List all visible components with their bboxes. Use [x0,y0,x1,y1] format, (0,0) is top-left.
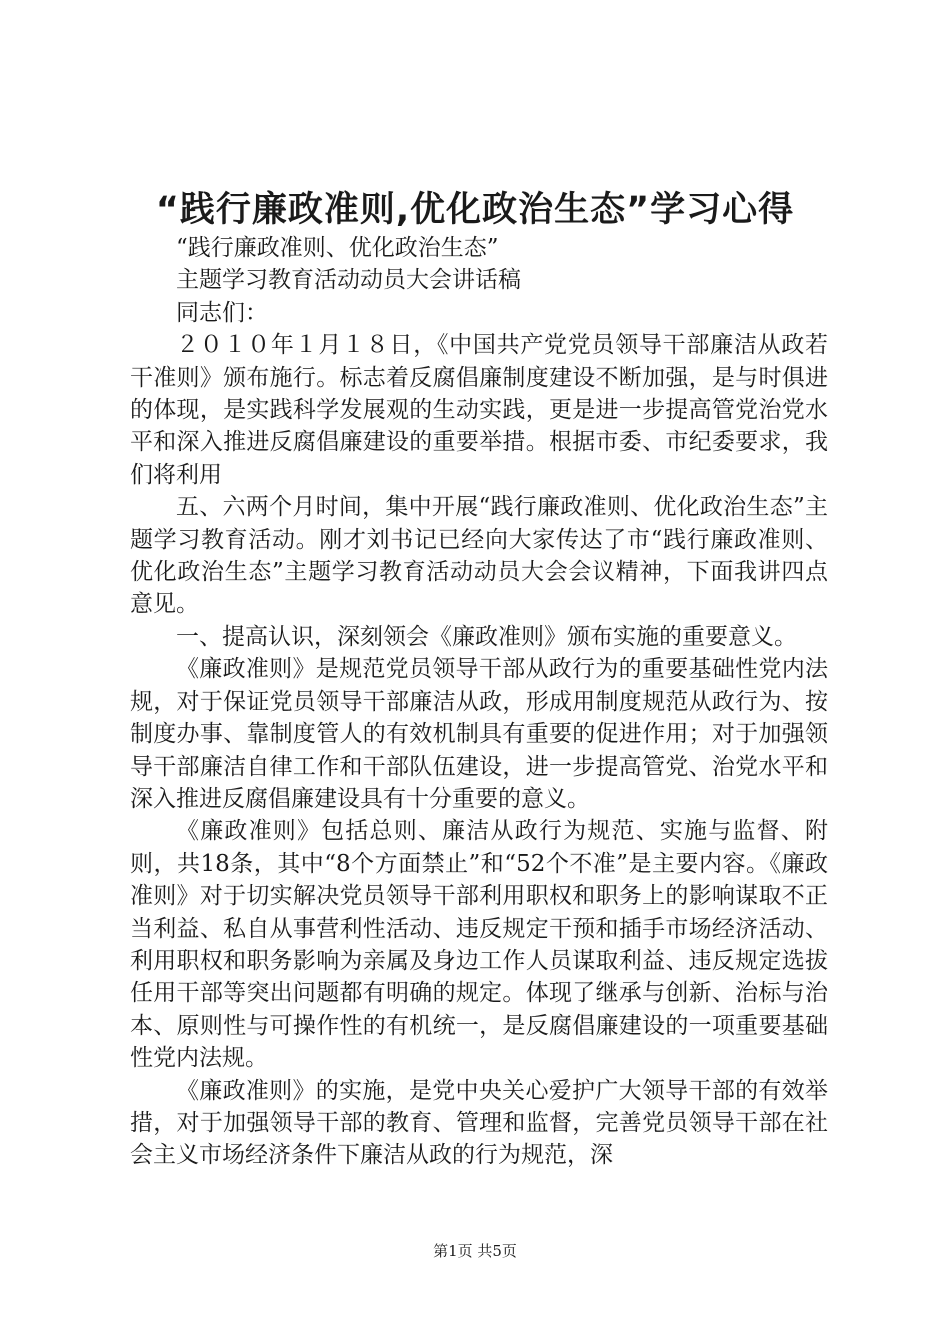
paragraph-subtitle-1: “践行廉政准则、优化政治生态” [176,235,499,261]
document-body [130,232,828,1172]
paragraph: ２０１０年１月１８日，《中国共产党党员领导干部廉洁从政若干准则》颁布施行。标志着反腐倡廉制度建设不断加强，是与时俱进的体现，是实践科学发展观的生动实践，更是进一步提高管党治党水平和深入推进反腐倡廉建设的重要举措。根据市委、市纪委要求，我们将利用 [130,332,828,488]
paragraph: 《廉政准则》的实施，是党中央关心爱护广大领导干部的有效举措，对于加强领导干部的教育、管理和监督，完善党员领导干部在社会主义市场经济条件下廉洁从政的行为规范，深 [130,1077,828,1169]
paragraph: 《廉政准则》包括总则、廉洁从政行为规范、实施与监督、附则，共18条，其中“8个方面禁止”和“52个不准”是主要内容。《廉政准则》对于切实解决党员领导干部利用职权和职务上的影响谋取不正当利益、私自从事营利性活动、违反规定干预和插手市场经济活动、利用职权和职务影响为亲属及身边工作人员谋取利益、违反规定选拔任用干部等突出问题都有明确的规定。体现了继承与创新、治标与治本、原则性与可操作性的有机统一，是反腐倡廉建设的一项重要基础性党内法规。 [130,818,828,1072]
section-heading: 一、提高认识，深刻领会《廉政准则》颁布实施的重要意义。 [176,623,797,650]
page-number-footer: 第1页 共5页 [433,1242,517,1260]
document-title: “践行廉政准则,优化政治生态”学习心得 [155,190,795,230]
paragraph: 五、六两个月时间，集中开展“践行廉政准则、优化政治生态”主题学习教育活动。刚才刘书记已经向大家传达了市“践行廉政准则、优化政治生态”主题学习教育活动动员大会会议精神，下面我讲四点意见。 [130,494,828,618]
paragraph-subtitle-2: 主题学习教育活动动员大会讲话稿 [176,267,521,294]
paragraph: 《廉政准则》是规范党员领导干部从政行为的重要基础性党内法规，对于保证党员领导干部廉洁从政，形成用制度规范从政行为、按制度办事、靠制度管人的有效机制具有重要的促进作用；对于加强领导干部廉洁自律工作和干部队伍建设，进一步提高管党、治党水平和深入推进反腐倡廉建设具有十分重要的意义。 [130,656,828,812]
paragraph-greeting: 同志们： [176,299,268,326]
